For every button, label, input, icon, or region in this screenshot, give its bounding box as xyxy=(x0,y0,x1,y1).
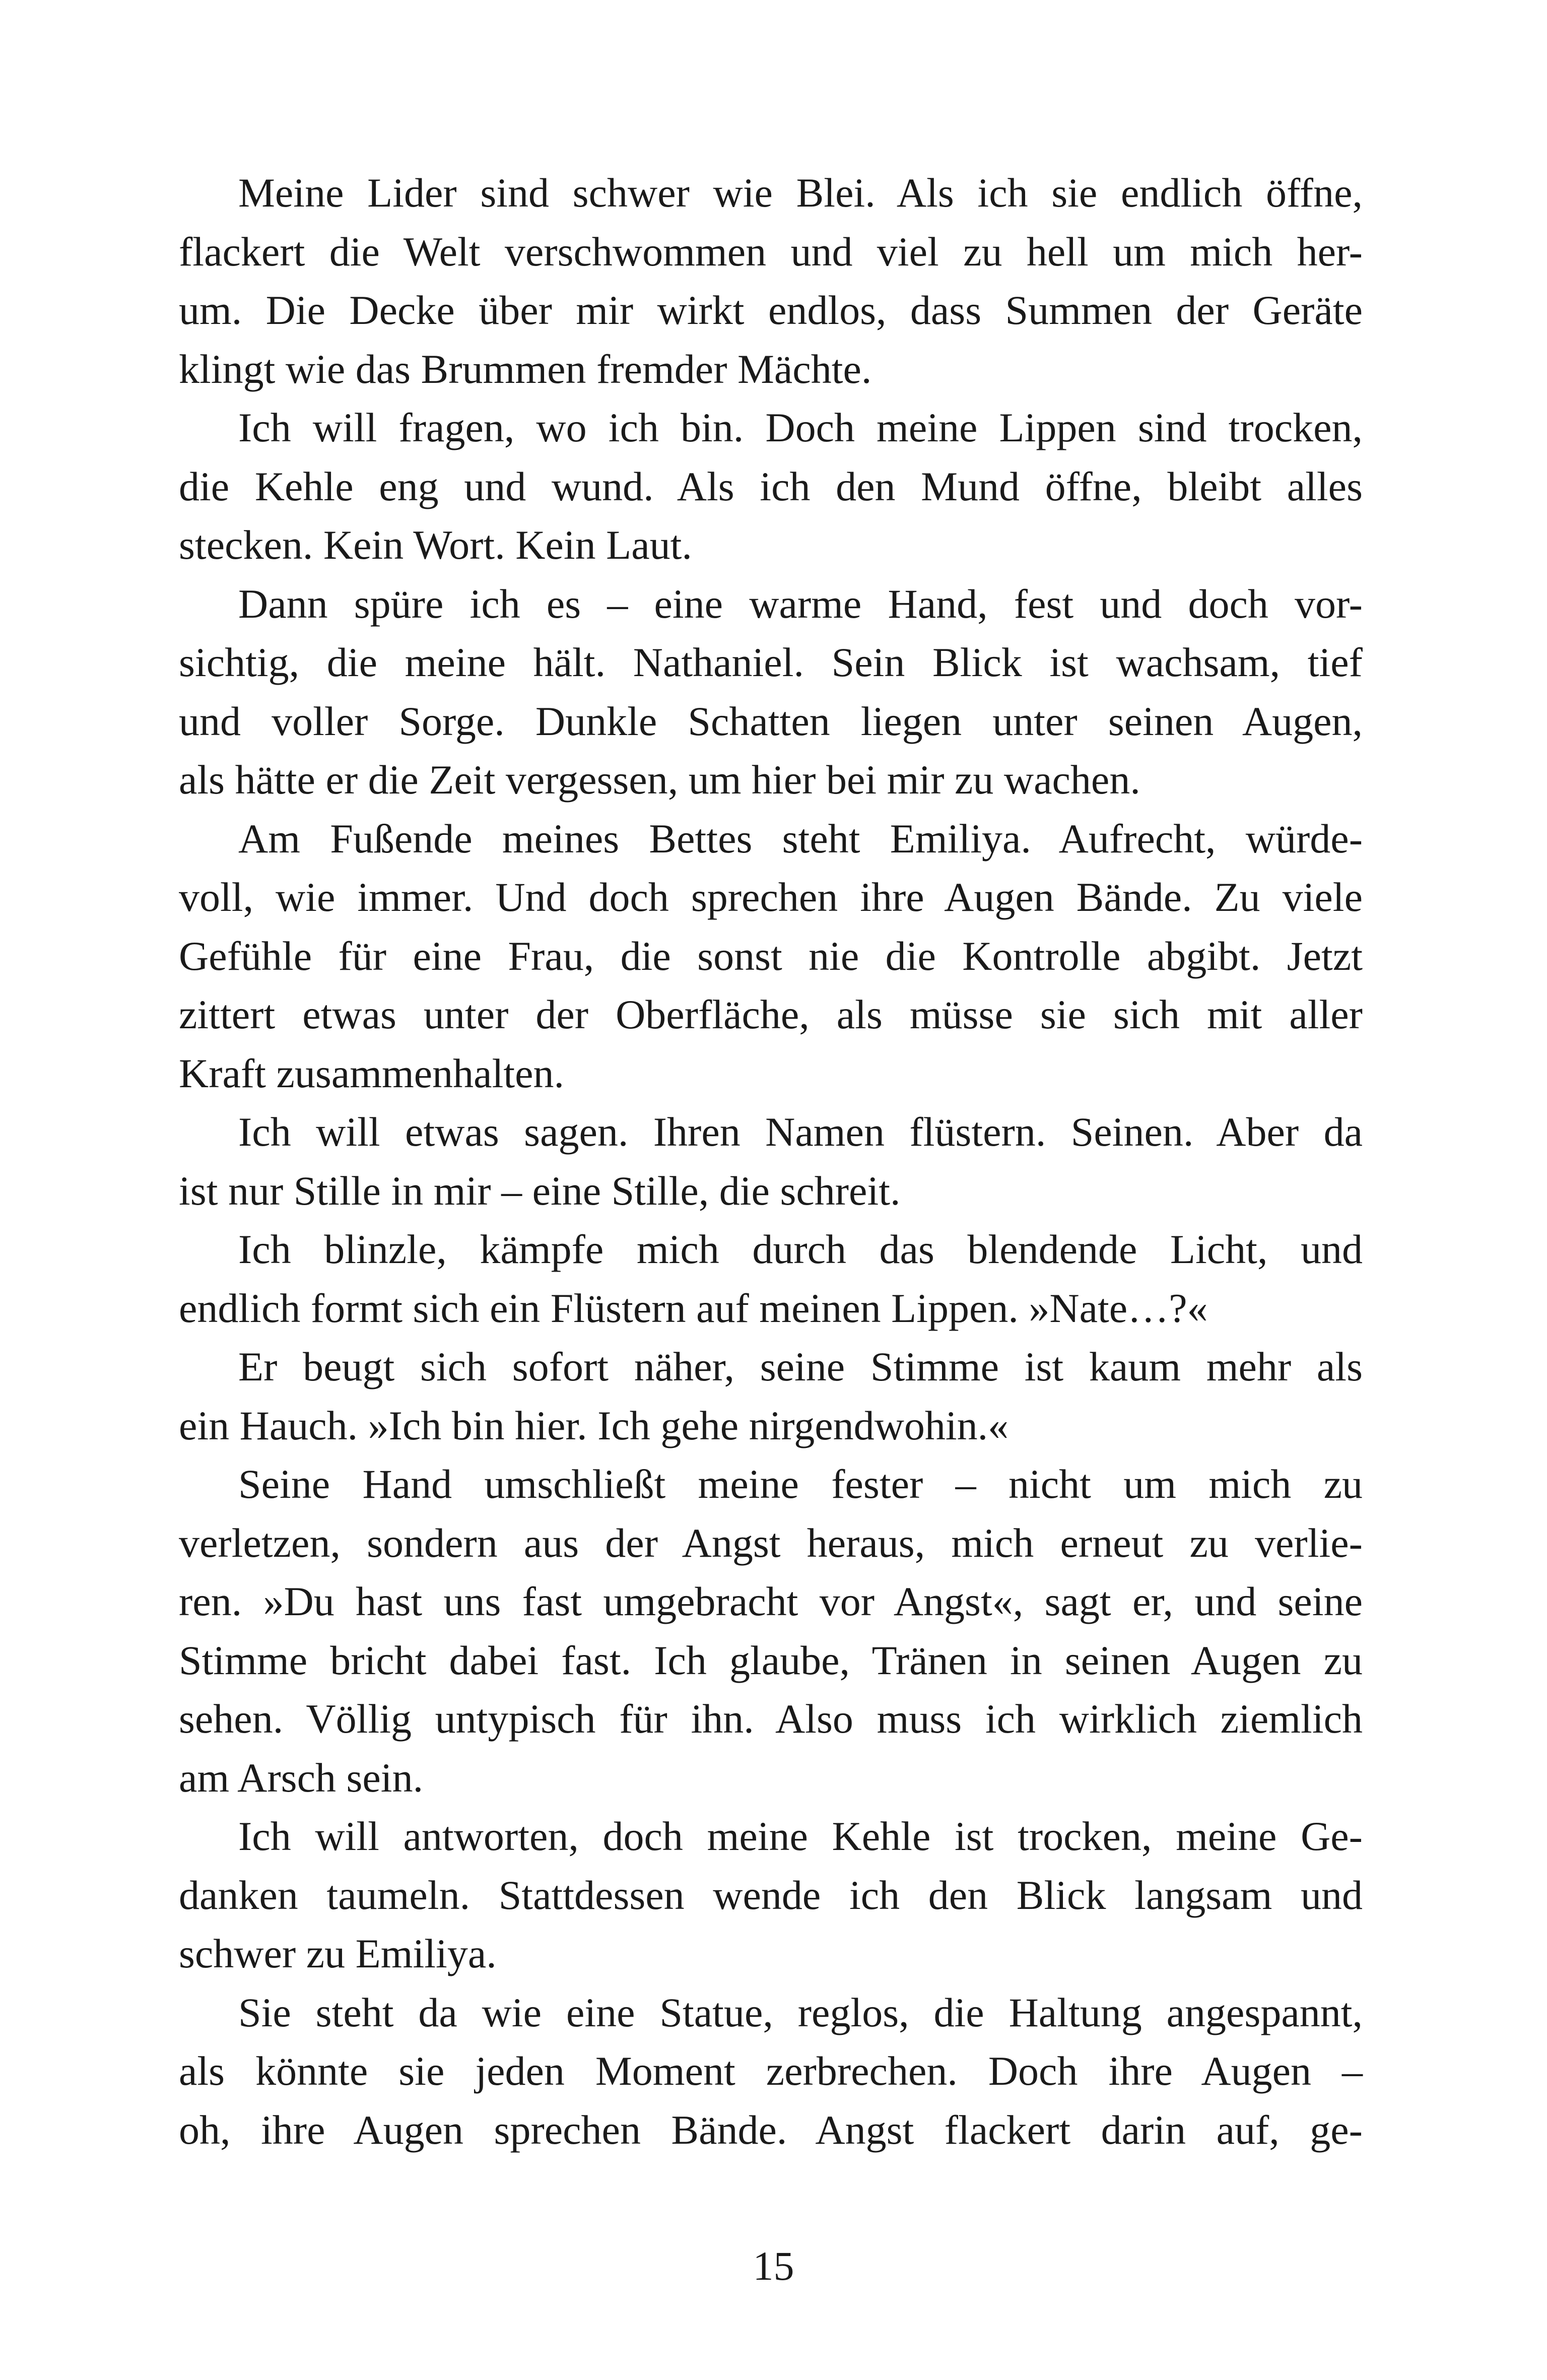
text-line: um. Die Decke über mir wirkt endlos, dass Summen der Geräte xyxy=(179,287,1363,333)
page-number: 15 xyxy=(753,2243,794,2289)
text-line: flackert die Welt verschwommen und viel zu hell um mich her- xyxy=(179,228,1363,275)
text-line: endlich formt sich ein Flüstern auf meinen Lippen. »Nate…?« xyxy=(179,1285,1208,1331)
paragraph xyxy=(179,1984,1363,2160)
text-line: klingt wie das Brummen fremder Mächte. xyxy=(179,346,872,392)
paragraph xyxy=(179,399,1363,575)
text-line: Meine Lider sind schwer wie Blei. Als ich sie endlich öffne, xyxy=(238,170,1363,216)
text-line: Kraft zusammenhalten. xyxy=(179,1050,565,1096)
text-line: die Kehle eng und wund. Als ich den Mund öffne, bleibt alles xyxy=(179,463,1363,509)
text-line: Gefühle für eine Frau, die sonst nie die Kontrolle abgibt. Jetzt xyxy=(179,933,1363,979)
text-line: zittert etwas unter der Oberfläche, als müsse sie sich mit aller xyxy=(179,991,1363,1037)
text-line: am Arsch sein. xyxy=(179,1754,424,1801)
text-line: Am Fußende meines Bettes steht Emiliya. Aufrecht, würde- xyxy=(238,815,1363,862)
paragraph xyxy=(179,1807,1363,1984)
text-line: Ich will etwas sagen. Ihren Namen flüstern. Seinen. Aber da xyxy=(238,1109,1363,1155)
text-line: Seine Hand umschließt meine fester – nicht um mich zu xyxy=(238,1461,1363,1507)
text-line: Ich blinzle, kämpfe mich durch das blendende Licht, und xyxy=(238,1226,1363,1272)
text-line: Dann spüre ich es – eine warme Hand, fest und doch vor- xyxy=(238,580,1363,627)
text-line: sichtig, die meine hält. Nathaniel. Sein Blick ist wachsam, tief xyxy=(179,639,1363,685)
text-line: stecken. Kein Wort. Kein Laut. xyxy=(179,522,692,568)
text-line: oh, ihre Augen sprechen Bände. Angst flackert darin auf, ge- xyxy=(179,2106,1363,2153)
text-line: Ich will fragen, wo ich bin. Doch meine Lippen sind trocken, xyxy=(238,405,1363,450)
text-line: Er beugt sich sofort näher, seine Stimme ist kaum mehr als xyxy=(238,1344,1363,1390)
text-line: als hätte er die Zeit vergessen, um hier bei mir zu wachen. xyxy=(179,757,1140,803)
text-line: Sie steht da wie eine Statue, reglos, die Haltung angespannt, xyxy=(238,1989,1363,2035)
text-line: ren. »Du hast uns fast umgebracht vor Angst«, sagt er, und seine xyxy=(179,1578,1363,1624)
paragraph xyxy=(179,1455,1363,1807)
paragraph xyxy=(179,810,1363,1103)
body-text xyxy=(179,164,1363,2159)
text-line: danken taumeln. Stattdessen wende ich den Blick langsam und xyxy=(179,1872,1363,1918)
text-line: ist nur Stille in mir – eine Stille, die schreit. xyxy=(179,1167,901,1214)
text-line: sehen. Völlig untypisch für ihn. Also muss ich wirklich ziemlich xyxy=(179,1696,1363,1742)
text-line: und voller Sorge. Dunkle Schatten liegen unter seinen Augen, xyxy=(179,698,1363,744)
text-line: schwer zu Emiliya. xyxy=(179,1931,497,1976)
text-line: Ich will antworten, doch meine Kehle ist trocken, meine Ge- xyxy=(238,1813,1363,1859)
text-line: ein Hauch. »Ich bin hier. Ich gehe nirgendwohin.« xyxy=(179,1402,1009,1448)
paragraph xyxy=(179,1338,1363,1455)
text-line: verletzen, sondern aus der Angst heraus, mich erneut zu verlie- xyxy=(179,1519,1363,1566)
text-line: voll, wie immer. Und doch sprechen ihre Augen Bände. Zu viele xyxy=(179,874,1363,920)
paragraph xyxy=(179,1103,1363,1220)
paragraph xyxy=(179,575,1363,810)
paragraph xyxy=(179,164,1363,399)
paragraph xyxy=(179,1220,1363,1338)
text-line: als könnte sie jeden Moment zerbrechen. Doch ihre Augen – xyxy=(179,2048,1363,2094)
text-line: Stimme bricht dabei fast. Ich glaube, Tränen in seinen Augen zu xyxy=(179,1637,1363,1683)
